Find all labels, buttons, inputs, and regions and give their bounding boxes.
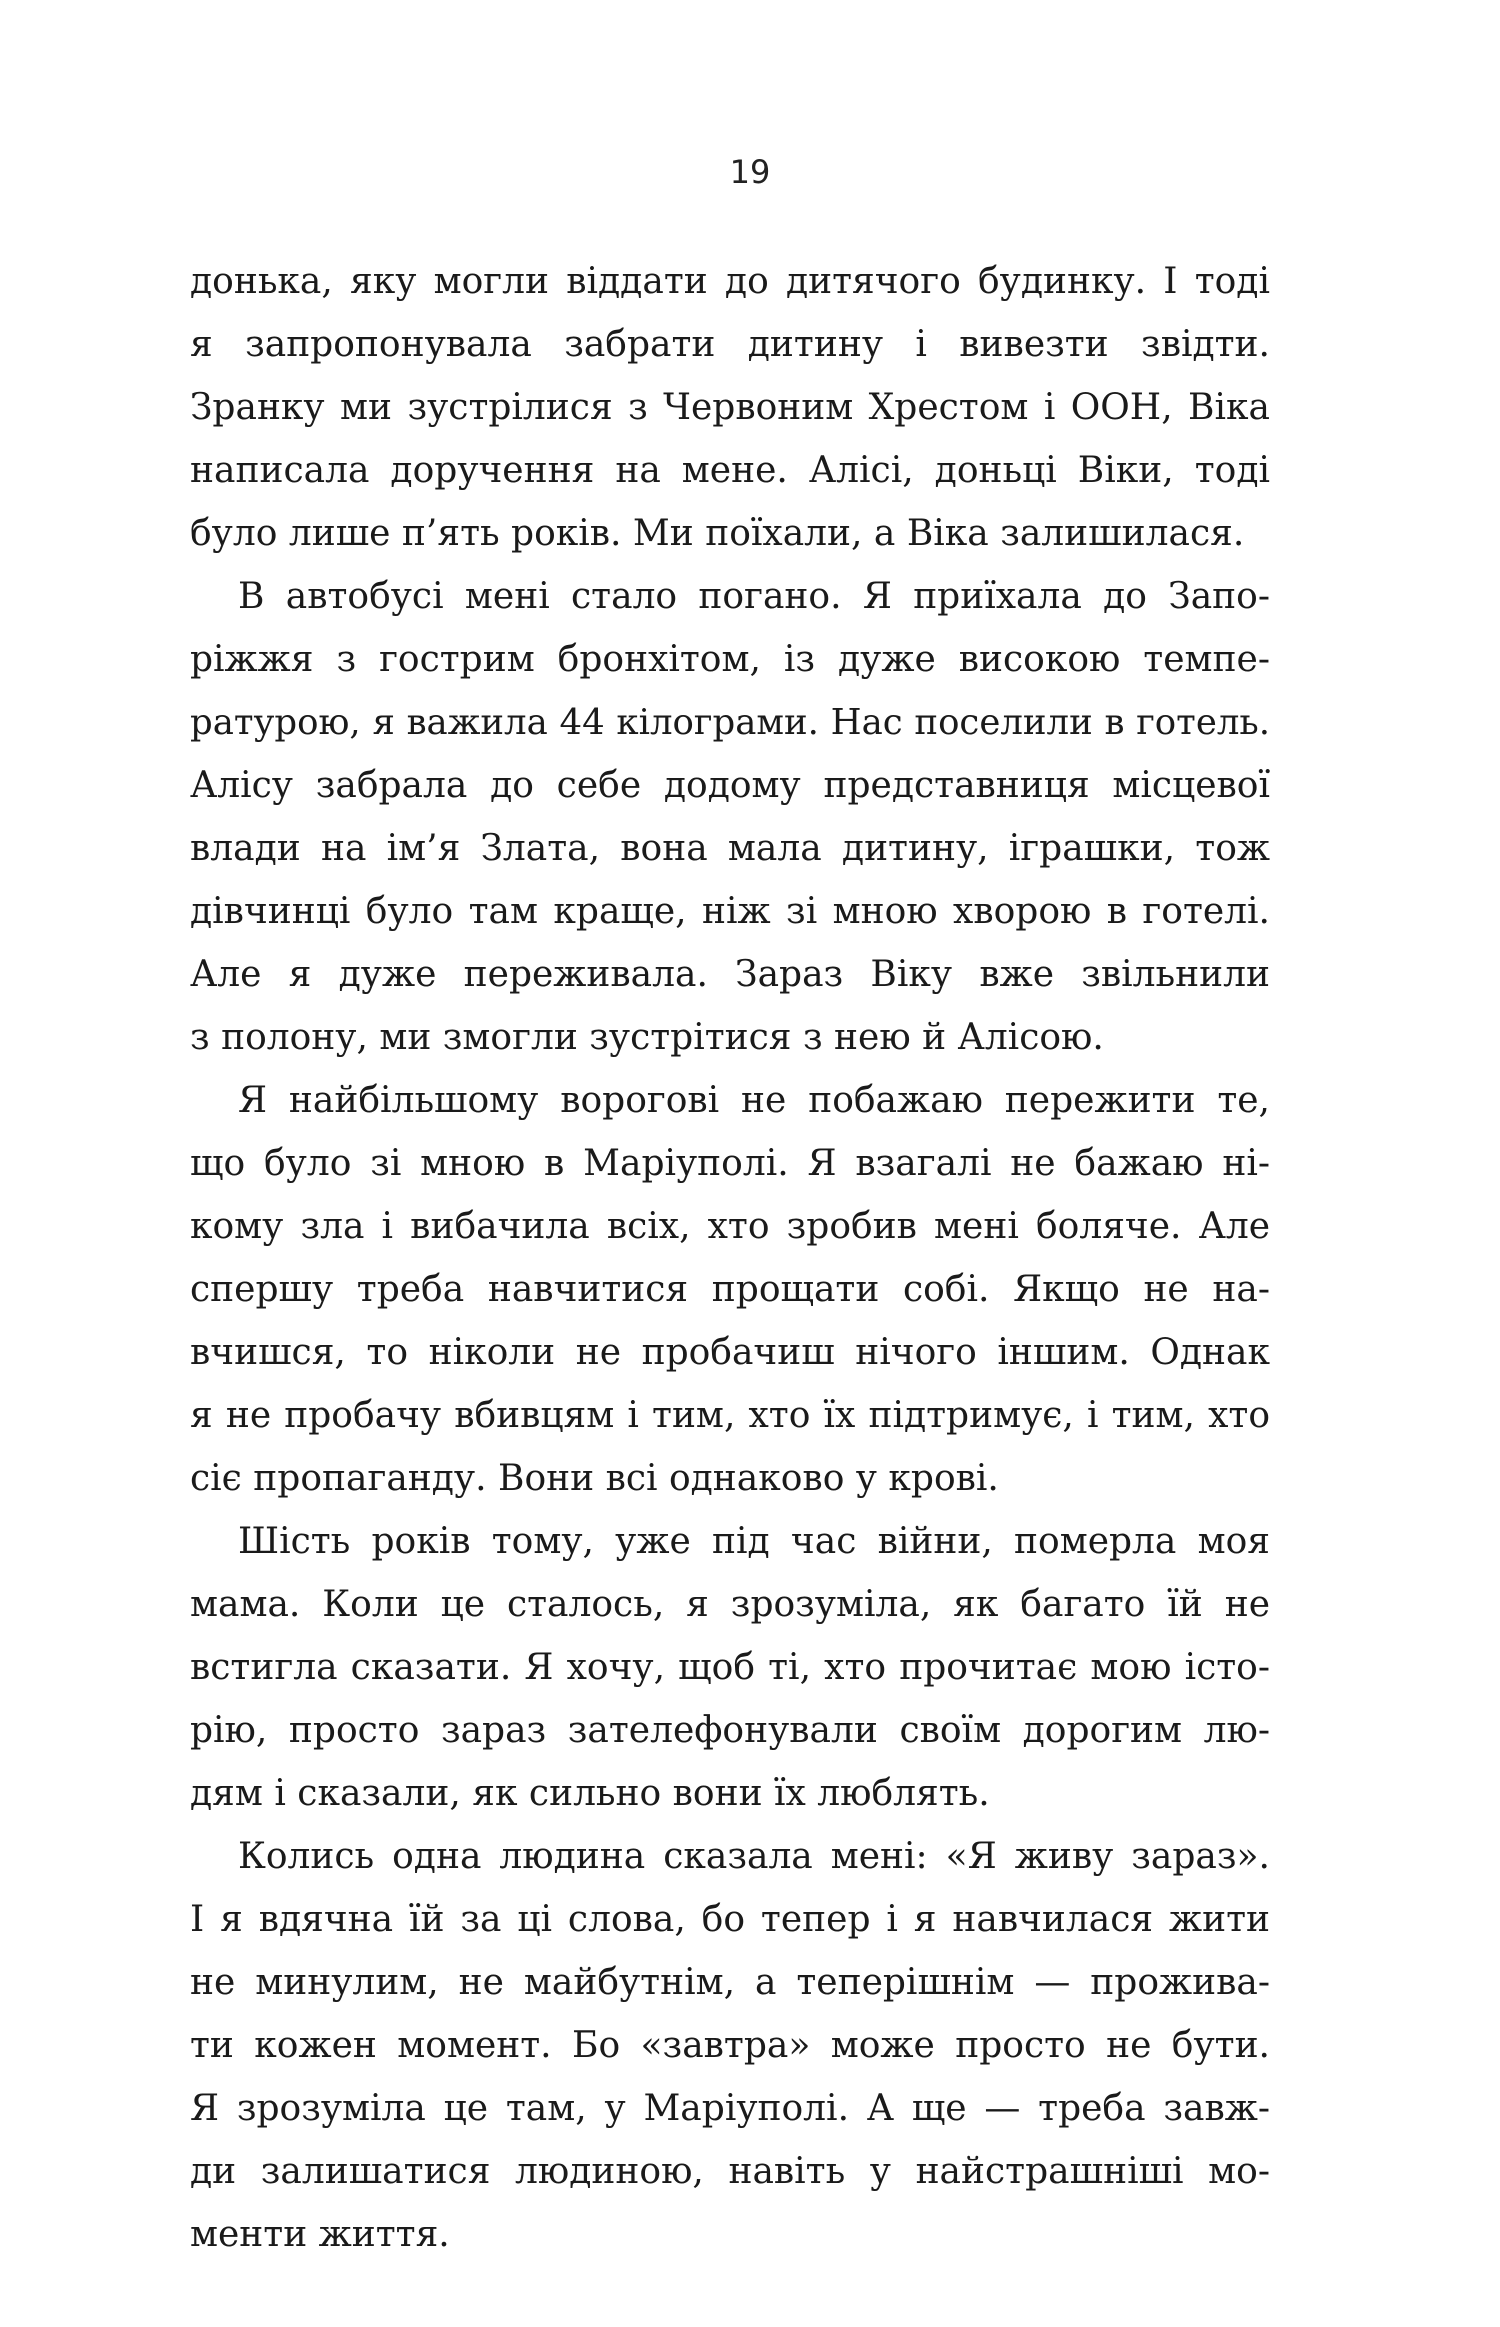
text-line: не минулим, не майбутнім, а теперішнім — прожива-	[190, 1962, 1270, 2003]
text-line: я не пробачу вбивцям і тим, хто їх підтримує, і тим, хто	[190, 1395, 1270, 1436]
text-line: дям і сказали, як сильно вони їх люблять.	[190, 1773, 990, 1814]
text-line: Але я дуже переживала. Зараз Віку вже звільнили	[190, 954, 1270, 995]
text-line: що було зі мною в Маріуполі. Я взагалі не бажаю ні-	[190, 1143, 1270, 1184]
text-line: менти життя.	[190, 2214, 450, 2255]
text-line: В автобусі мені стало погано. Я приїхала до Запо-	[238, 576, 1270, 617]
text-line: кому зла і вибачила всіх, хто зробив мені боляче. Але	[190, 1206, 1270, 1247]
text-line: мама. Коли це сталось, я зрозуміла, як багато їй не	[190, 1584, 1270, 1625]
text-line: вчишся, то ніколи не пробачиш нічого іншим. Однак	[190, 1332, 1270, 1373]
text-line: я запропонувала забрати дитину і вивезти звідти.	[190, 324, 1270, 365]
text-line: написала доручення на мене. Алісі, доньці Віки, тоді	[190, 450, 1270, 491]
text-line: сіє пропаганду. Вони всі однаково у крові.	[190, 1458, 999, 1499]
text-line: Алісу забрала до себе додому представниця місцевої	[190, 765, 1270, 806]
text-line: дівчинці було там краще, ніж зі мною хворою в готелі.	[190, 891, 1270, 932]
paragraph	[190, 1825, 1270, 2266]
paragraph	[190, 250, 1270, 565]
page-number: 19	[729, 153, 771, 191]
text-line: ти кожен момент. Бо «завтра» може просто не бути.	[190, 2025, 1270, 2066]
text-line: встигла сказати. Я хочу, щоб ті, хто прочитає мою істо-	[190, 1647, 1270, 1688]
text-line: з полону, ми змогли зустрітися з нею й Алісою.	[190, 1017, 1104, 1058]
text-line: Шість років тому, уже під час війни, померла моя	[238, 1521, 1270, 1562]
paragraph	[190, 1069, 1270, 1510]
text-line: влади на ім’я Злата, вона мала дитину, іграшки, тож	[190, 828, 1270, 869]
text-line: Зранку ми зустрілися з Червоним Хрестом і ООН, Віка	[190, 387, 1270, 428]
text-line: донька, яку могли віддати до дитячого будинку. І тоді	[190, 261, 1270, 302]
body-text	[190, 250, 1270, 2266]
text-line: спершу треба навчитися прощати собі. Якщо не на-	[190, 1269, 1270, 1310]
text-line: Я зрозуміла це там, у Маріуполі. А ще — треба завж-	[190, 2088, 1270, 2129]
text-line: було лише п’ять років. Ми поїхали, а Віка залишилася.	[190, 513, 1245, 554]
text-line: Я найбільшому ворогові не побажаю пережити те,	[238, 1080, 1270, 1121]
text-line: ріжжя з гострим бронхітом, із дуже високою темпе-	[190, 639, 1270, 680]
text-line: Колись одна людина сказала мені: «Я живу зараз».	[238, 1836, 1270, 1877]
paragraph	[190, 1510, 1270, 1825]
text-line: ди залишатися людиною, навіть у найстрашніші мо-	[190, 2151, 1270, 2192]
paragraph	[190, 565, 1270, 1069]
text-line: І я вдячна їй за ці слова, бо тепер і я навчилася жити	[190, 1899, 1270, 1940]
text-line: ратурою, я важила 44 кілограми. Нас поселили в готель.	[190, 702, 1270, 743]
text-line: рію, просто зараз зателефонували своїм дорогим лю-	[190, 1710, 1270, 1751]
